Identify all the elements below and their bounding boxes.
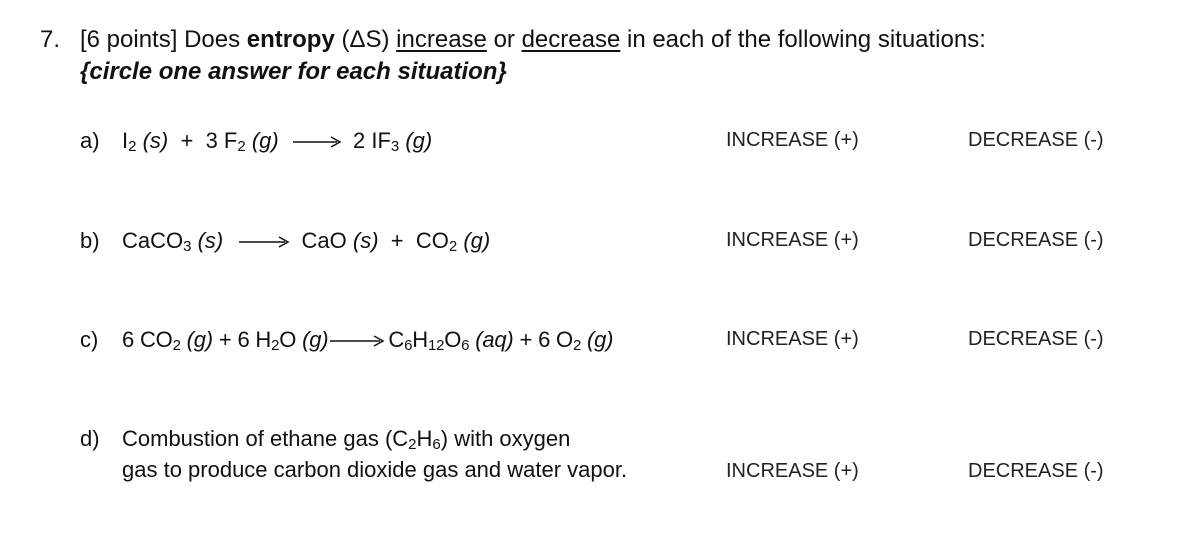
item-a [80,128,122,154]
reactant-2: 3 F [205,128,238,153]
item-b-increase-option[interactable]: INCREASE (+) [726,229,859,251]
reaction-arrow-icon [229,235,295,249]
item-d [80,426,122,452]
item-c-decrease-option[interactable]: DECREASE (-) [968,328,1104,350]
state-symbol: (g) [463,228,491,253]
question-text-after: in each of the following situations: [626,26,986,53]
reactant-2-tail: O [279,327,297,352]
subscript: 2 [128,138,137,155]
subscript: 2 [448,238,458,255]
item-d-label: d) [80,426,100,451]
item-c [80,327,122,353]
plus-sign: + [218,327,232,352]
product-2: CO [415,228,449,253]
item-a-increase-option[interactable]: INCREASE (+) [726,129,859,151]
or-word: or [493,26,515,53]
product-1-part: H [412,327,428,352]
item-c-label: c) [80,327,99,352]
state-symbol: (s) [197,228,224,253]
question-header [40,24,986,56]
state-symbol: (g) [251,128,279,153]
item-a-decrease-option[interactable]: DECREASE (-) [968,129,1104,151]
state-symbol: (g) [405,128,433,153]
subscript: 2 [271,337,280,354]
state-symbol: (aq) [475,327,514,352]
delta-s-symbol: (ΔS) [341,26,390,53]
plus-sign: + [519,327,533,352]
item-d-text: H [416,426,433,451]
subscript: 12 [427,337,445,354]
plus-sign: + [390,228,404,253]
subscript: 6 [432,436,441,453]
reactant-1: CaCO [122,228,184,253]
item-d-line-1 [122,426,570,452]
item-b-equation [122,228,490,254]
item-d-increase-option[interactable]: INCREASE (+) [726,460,859,482]
subscript: 6 [461,337,470,354]
subscript: 2 [172,337,181,354]
reaction-arrow-icon [285,135,347,149]
item-d-line-2: gas to produce carbon dioxide gas and water vapor. [122,457,628,482]
reactant-1: 6 CO [122,327,173,352]
item-b [80,228,122,254]
item-d-text: ) with oxygen [440,426,571,451]
question-number: 7. [40,26,61,53]
subscript: 3 [183,238,192,255]
plus-sign: + [180,128,194,153]
product-2: 6 O [538,327,573,352]
state-symbol: (g) [587,327,614,352]
question-instruction: {circle one answer for each situation} [80,58,507,85]
entropy-term: entropy [246,26,335,53]
state-symbol: (g) [302,327,329,352]
question-points: [6 points] [80,26,178,53]
subscript: 2 [237,138,246,155]
product-1-part: O [444,327,462,352]
state-symbol: (g) [186,327,213,352]
product-1: CaO [301,228,347,253]
state-symbol: (s) [142,128,169,153]
item-b-decrease-option[interactable]: DECREASE (-) [968,229,1104,251]
decrease-word: decrease [521,26,621,53]
reaction-arrow-icon [328,334,388,348]
subscript: 3 [390,138,400,155]
item-c-increase-option[interactable]: INCREASE (+) [726,328,859,350]
item-a-label: a) [80,128,100,153]
item-d-text: Combustion of ethane gas (C [122,426,409,451]
item-c-equation [122,327,613,353]
item-b-label: b) [80,228,100,253]
reactant-1: I [122,128,129,153]
product-1: 2 IF [352,128,391,153]
state-symbol: (s) [352,228,379,253]
item-d-decrease-option[interactable]: DECREASE (-) [968,460,1104,482]
subscript: 6 [404,337,413,354]
reactant-2: 6 H [237,327,272,352]
item-a-equation [122,128,432,154]
subscript: 2 [408,436,417,453]
product-1: C [388,327,405,352]
subscript: 2 [572,337,582,354]
increase-word: increase [396,26,487,53]
question-text-before: Does [184,26,241,53]
